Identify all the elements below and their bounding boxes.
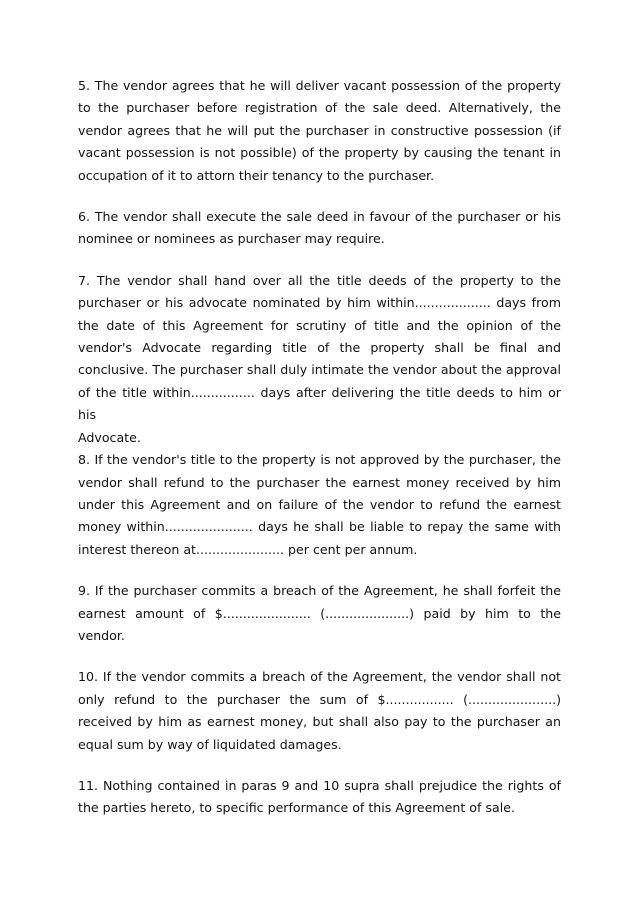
paragraph-11: 11. Nothing contained in paras 9 and 10 supra shall prejudice the rights of the parties hereto, to specific performance of this Agreement of sale. (78, 777, 561, 816)
paragraph-10: 10. If the vendor commits a breach of the Agreement, the vendor shall not only refund to the purchaser the sum of $................. (......................) received by him as earnest money, but shall also pay to the purchaser an equal sum by way of liquidated damages. (78, 669, 561, 752)
paragraph-7-continuation: Advocate. (78, 429, 141, 445)
paragraph-6: 6. The vendor shall execute the sale deed in favour of the purchaser or his nominee or nominees as purchaser may require. (78, 209, 561, 247)
document-page (78, 75, 561, 820)
paragraph-8: 8. If the vendor's title to the property is not approved by the purchaser, the vendor shall refund to the purchaser the earnest money received by him under this Agreement and on failure of the vendor to refund the earnest money within...................... days he shall be liable to repay the same with interest thereon at...................... per cent per annum. (78, 452, 561, 557)
paragraph-5: 5. The vendor agrees that he will deliver vacant possession of the property to the purchaser before registration of the sale deed. Alternatively, the vendor agrees that he will put the purchaser in constructive possession (if vacant possession is not possible) of the property by causing the tenant in occupation of it to attorn their tenancy to the purchaser. (78, 78, 561, 183)
paragraph-9: 9. If the purchaser commits a breach of the Agreement, he shall forfeit the earnest amount of $...................... (.....................) paid by him to the vendor. (78, 583, 561, 643)
paragraph-7: 7. The vendor shall hand over all the title deeds of the property to the purchaser or his advocate nominated by him within................... days from the date of this Agreement for scrutiny of title and the opinion of the vendor's Advocate regarding title of the property shall be final and conclusive. The purchaser shall duly intimate the vendor about the approval of the title within................ days after delivering the title deeds to him or his (78, 272, 561, 423)
